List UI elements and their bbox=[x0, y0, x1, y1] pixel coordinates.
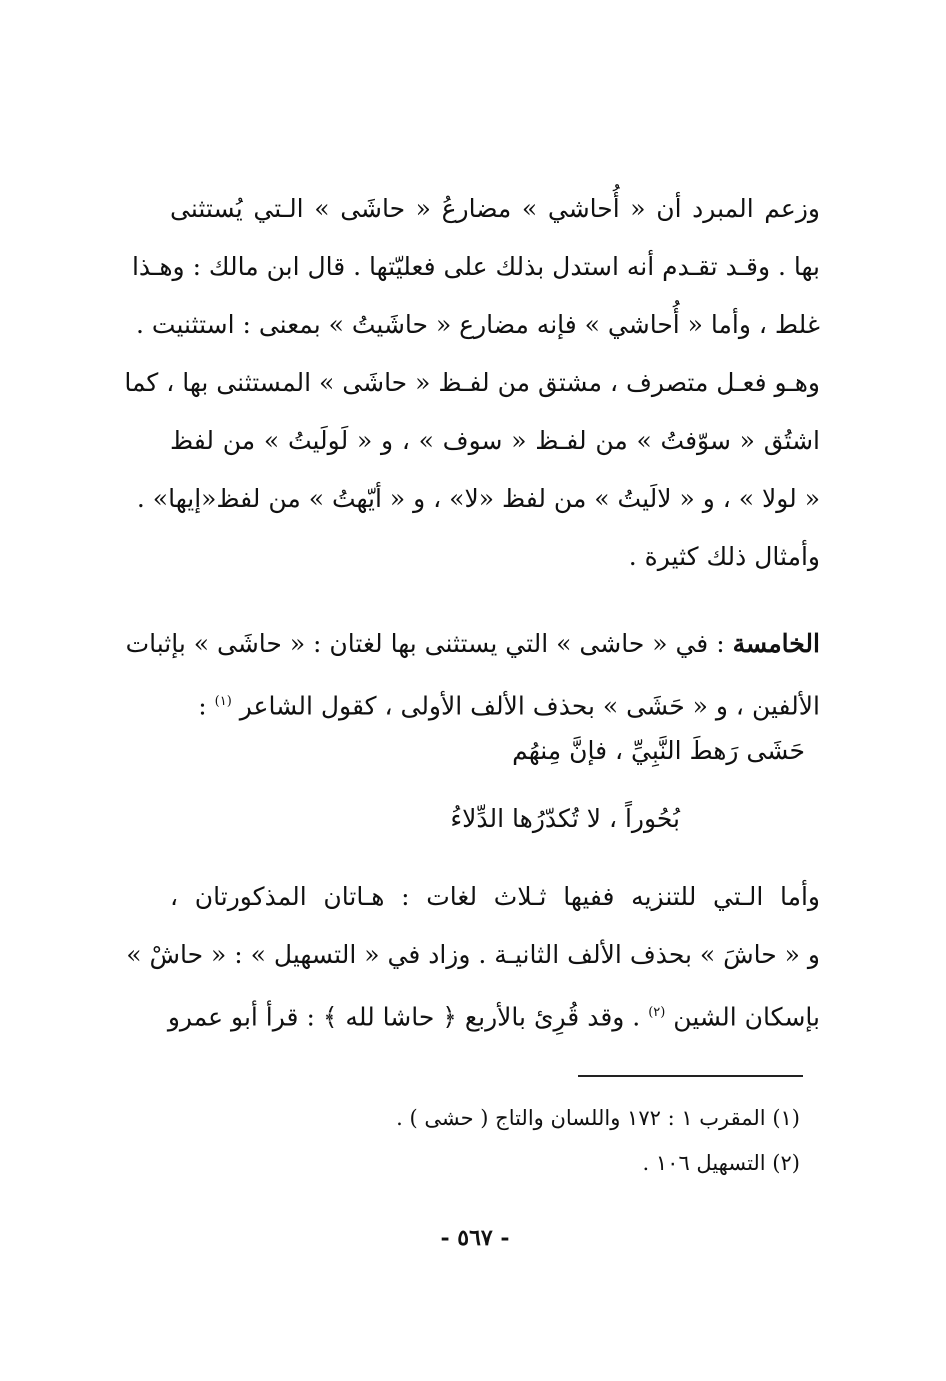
footnote-divider bbox=[578, 1075, 803, 1077]
text-line: وهـو فعـل متصرف ، مشتق من لفـظ « حاشَى » المستثنى بها ، كما bbox=[124, 368, 820, 397]
verse-hemistich-2: بُحُوراً ، لا تُكدّرُها الدِّلاءُ bbox=[450, 804, 680, 833]
text-line: وزعم المبرد أن « أُحاشي » مضارعُ « حاشَى » الـتي يُستثنى bbox=[170, 194, 820, 223]
section-lead: الخامسة bbox=[732, 629, 820, 658]
paragraph-tanzih bbox=[126, 868, 820, 1042]
text-line: وأمثال ذلك كثيرة . bbox=[628, 542, 820, 571]
footnote-2: (٢) التسهيل ١٠٦ . bbox=[642, 1151, 800, 1175]
footnote-ref: (١) bbox=[214, 694, 232, 709]
verse-hemistich-1: حَشَى رَهطَ النَّبِيِّ ، فإنَّ مِنهُم bbox=[512, 736, 805, 765]
text-run: بإسكان الشين bbox=[673, 1002, 820, 1032]
text-line: اشتُق « سوّفتُ » من لفـظ « سوف » ، و « لَولَيتُ » من لفظ bbox=[170, 426, 820, 455]
footnote-1: (١) المقرب ١ : ١٧٢ واللسان والتاج ( حشى ) . bbox=[396, 1106, 800, 1130]
paragraph-almubarrad bbox=[124, 180, 820, 586]
text-line: بها . وقـد تقـدم أنه استدل بذلك على فعليّتها . قال ابن مالك : وهـذا bbox=[131, 252, 820, 281]
text-run: : bbox=[198, 691, 215, 721]
page-number: - ٥٦٧ - bbox=[440, 1225, 510, 1251]
text-line bbox=[167, 984, 820, 1042]
text-run: . وقد قُرِئ بالأربع ﴿ حاشا لله ﴾ : قرأ أبو عمرو bbox=[167, 1002, 649, 1032]
paragraph-fifth bbox=[125, 615, 820, 731]
text-line: و « حاشَ » بحذف الألف الثانيـة . وزاد في « التسهيل » : « حاشْ » bbox=[126, 940, 820, 969]
text-run: الألفين ، و « حَشَى » بحذف الألف الأولى ، كقول الشاعر bbox=[239, 691, 820, 721]
footnote-ref: (٢) bbox=[648, 1005, 666, 1020]
text-line bbox=[125, 615, 820, 673]
text-run: : في « حاشى » التي يستثنى بها لغتان : « حاشَى » بإثبات bbox=[125, 629, 733, 658]
text-line: غلط ، وأما « أُحاشي » فإنه مضارع « حاشَيتُ » بمعنى : استثنيت . bbox=[136, 310, 820, 339]
text-line: وأما الـتي للتنزيه ففيها ثـلاث لغات : هـاتان المذكورتان ، bbox=[170, 882, 820, 911]
text-line: « لولا » ، و « لالَيتُ » من لفظ «لا» ، و « أيّهتُ » من لفظ«إيها» . bbox=[136, 484, 820, 513]
